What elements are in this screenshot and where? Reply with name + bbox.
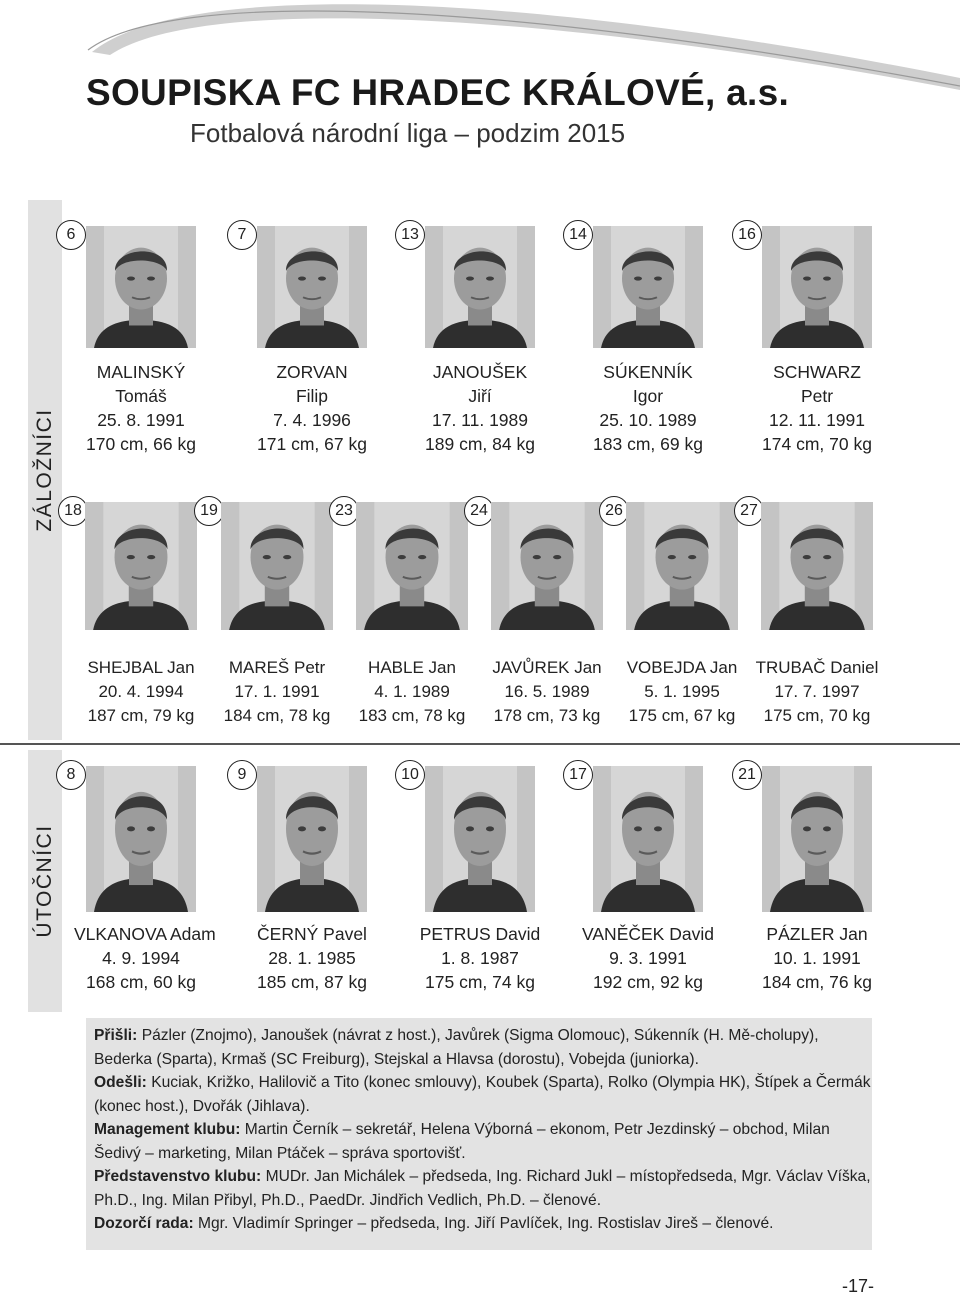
player-card	[64, 502, 206, 728]
section-divider	[0, 743, 960, 745]
portrait-silhouette	[425, 766, 535, 912]
player-surname: JANOUŠEK	[432, 362, 528, 382]
management-label: Management klubu:	[94, 1121, 241, 1138]
player-dob: 9. 3. 1991	[609, 948, 687, 968]
player-photo	[593, 226, 703, 348]
player-card	[66, 226, 208, 456]
player-first-name: Filip	[295, 386, 329, 406]
player-dob: 1. 8. 1987	[441, 948, 519, 968]
jersey-number: 6	[56, 220, 86, 250]
player-dob: 7. 4. 1996	[273, 410, 351, 430]
player-name: VOBEJDA Jan	[626, 658, 738, 677]
jersey-number: 18	[58, 496, 88, 526]
player-first-name: Tomáš	[115, 386, 167, 406]
player-dob: 4. 1. 1989	[374, 682, 450, 701]
player-card	[569, 766, 715, 994]
player-photo	[257, 766, 367, 912]
player-name: PÁZLER Jan	[766, 924, 868, 944]
departures-text: Kuciak, Križko, Halilovič a Tito (konec smlouvy), Koubek (Sparta), Rolko (Olympia HK), Štípek a Čermák (konec host.), Dvořák (Jihlava).	[94, 1074, 871, 1115]
section-label-midfielders: ZÁLOŽNÍCI	[33, 408, 56, 532]
player-card	[401, 226, 547, 456]
player-body: 168 cm, 60 kg	[86, 972, 196, 992]
player-body: 183 cm, 69 kg	[593, 434, 703, 454]
player-card	[335, 502, 477, 728]
section-bar-forwards	[28, 750, 62, 1012]
arrivals-paragraph	[94, 1024, 872, 1071]
arrivals-label: Přišli:	[94, 1027, 138, 1044]
player-first-name: Jiří	[468, 386, 492, 406]
player-card	[66, 766, 216, 994]
player-card	[738, 766, 884, 994]
player-card	[401, 766, 547, 994]
player-name: VANĚČEK David	[582, 924, 714, 944]
player-surname: ZORVAN	[276, 362, 348, 382]
page-number: -17-	[842, 1276, 875, 1296]
player-photo	[356, 502, 468, 630]
player-body: 185 cm, 87 kg	[257, 972, 367, 992]
page-title: SOUPISKA FC HRADEC KRÁLOVÉ, a.s.	[86, 72, 790, 113]
section-label-forwards: ÚTOČNÍCI	[33, 824, 56, 938]
player-body: 175 cm, 67 kg	[628, 706, 736, 725]
player-photo	[762, 766, 872, 912]
player-body: 178 cm, 73 kg	[493, 706, 601, 725]
player-dob: 17. 11. 1989	[431, 410, 528, 430]
portrait-silhouette	[257, 766, 367, 912]
player-dob: 20. 4. 1994	[98, 682, 184, 701]
jersey-number: 26	[599, 496, 629, 526]
player-card	[237, 766, 379, 994]
player-surname: SCHWARZ	[773, 362, 861, 382]
player-body: 174 cm, 70 kg	[762, 434, 872, 454]
portrait-silhouette	[356, 502, 468, 630]
player-surname: SÚKENNÍK	[603, 362, 693, 382]
section-bar-midfielders	[28, 200, 62, 740]
portrait-silhouette	[425, 226, 535, 348]
portrait-silhouette	[257, 226, 367, 348]
portrait-silhouette	[85, 502, 197, 630]
player-photo	[221, 502, 333, 630]
jersey-number: 9	[227, 760, 257, 790]
player-dob: 5. 1. 1995	[644, 682, 720, 701]
supervisory-label: Dozorčí rada:	[94, 1215, 194, 1232]
player-photo	[593, 766, 703, 912]
portrait-silhouette	[626, 502, 738, 630]
player-photo	[761, 502, 873, 630]
departures-paragraph	[94, 1071, 872, 1118]
player-photo	[491, 502, 603, 630]
jersey-number: 24	[464, 496, 494, 526]
player-photo	[257, 226, 367, 348]
player-name: SHEJBAL Jan	[87, 658, 195, 677]
player-body: 184 cm, 76 kg	[762, 972, 872, 992]
management-text: Martin Černík – sekretář, Helena Výborná – ekonom, Petr Jezdinský – obchod, Milan Šedivý – marketing, Milan Ptáček – správa sportovišť.	[94, 1121, 830, 1162]
player-card	[200, 502, 342, 728]
player-dob: 25. 8. 1991	[97, 410, 185, 430]
portrait-silhouette	[761, 502, 873, 630]
player-dob: 25. 10. 1989	[599, 410, 697, 430]
jersey-number: 21	[732, 760, 762, 790]
player-photo	[86, 226, 196, 348]
jersey-number: 27	[734, 496, 764, 526]
player-card	[470, 502, 612, 728]
supervisory-paragraph	[94, 1212, 872, 1236]
player-photo	[762, 226, 872, 348]
player-name: VLKANOVA Adam	[74, 924, 216, 944]
jersey-number: 19	[194, 496, 224, 526]
player-first-name: Igor	[632, 386, 664, 406]
player-body: 170 cm, 66 kg	[86, 434, 196, 454]
player-card	[738, 226, 884, 456]
portrait-silhouette	[86, 226, 196, 348]
player-dob: 17. 7. 1997	[774, 682, 860, 701]
arrivals-text: Pázler (Znojmo), Janoušek (návrat z host.), Javůrek (Sigma Olomouc), Súkenník (H. Mě-cholupy), Bederka (Sparta), Krmaš (SC Freiburg), Stejskal a Hlavsa (dorostu), Vobejda (juniorka).	[94, 1027, 819, 1068]
player-body: 171 cm, 67 kg	[257, 434, 367, 454]
player-card	[237, 226, 379, 456]
player-first-name: Petr	[800, 386, 834, 406]
supervisory-text: Mgr. Vladimír Springer – předseda, Ing. Jiří Pavlíček, Ing. Rostislav Jireš – členové.	[198, 1215, 774, 1232]
player-dob: 17. 1. 1991	[234, 682, 320, 701]
player-name: TRUBAČ Daniel	[755, 658, 879, 677]
player-card	[740, 502, 882, 728]
jersey-number: 17	[563, 760, 593, 790]
player-body: 192 cm, 92 kg	[593, 972, 703, 992]
player-name: JAVŮREK Jan	[492, 658, 602, 677]
player-body: 189 cm, 84 kg	[425, 434, 535, 454]
player-body: 184 cm, 78 kg	[223, 706, 331, 725]
player-dob: 16. 5. 1989	[504, 682, 590, 701]
player-card	[569, 226, 715, 456]
jersey-number: 8	[56, 760, 86, 790]
player-body: 175 cm, 74 kg	[425, 972, 535, 992]
board-label: Představenstvo klubu:	[94, 1168, 262, 1185]
club-info-box	[86, 1018, 872, 1250]
player-name: HABLE Jan	[368, 658, 456, 677]
player-photo	[626, 502, 738, 630]
player-dob: 28. 1. 1985	[268, 948, 356, 968]
player-name: MAREŠ Petr	[228, 658, 326, 677]
page-subtitle: Fotbalová národní liga – podzim 2015	[190, 118, 626, 148]
player-photo	[85, 502, 197, 630]
departures-label: Odešli:	[94, 1074, 147, 1091]
portrait-silhouette	[593, 226, 703, 348]
portrait-silhouette	[762, 766, 872, 912]
jersey-number: 10	[395, 760, 425, 790]
player-name: ČERNÝ Pavel	[257, 924, 367, 944]
player-dob: 4. 9. 1994	[102, 948, 180, 968]
player-photo	[425, 766, 535, 912]
jersey-number: 13	[395, 220, 425, 250]
portrait-silhouette	[491, 502, 603, 630]
jersey-number: 7	[227, 220, 257, 250]
player-dob: 12. 11. 1991	[768, 410, 865, 430]
player-body: 175 cm, 70 kg	[763, 706, 871, 725]
player-card	[605, 502, 747, 728]
portrait-silhouette	[593, 766, 703, 912]
jersey-number: 14	[563, 220, 593, 250]
portrait-silhouette	[762, 226, 872, 348]
player-name: PETRUS David	[419, 924, 541, 944]
player-body: 183 cm, 78 kg	[358, 706, 466, 725]
board-text: MUDr. Jan Michálek – předseda, Ing. Richard Jukl – místopředseda, Mgr. Václav Víška, Ph.D., Ing. Milan Přibyl, Ph.D., PaedDr. Jindřich Vedlich, Ph.D. – členové.	[94, 1168, 871, 1209]
jersey-number: 16	[732, 220, 762, 250]
jersey-number: 23	[329, 496, 359, 526]
player-body: 187 cm, 79 kg	[87, 706, 195, 725]
player-surname: MALINSKÝ	[96, 362, 186, 382]
portrait-silhouette	[86, 766, 196, 912]
player-dob: 10. 1. 1991	[773, 948, 861, 968]
player-photo	[86, 766, 196, 912]
player-photo	[425, 226, 535, 348]
management-paragraph	[94, 1118, 872, 1165]
board-paragraph	[94, 1165, 872, 1212]
portrait-silhouette	[221, 502, 333, 630]
